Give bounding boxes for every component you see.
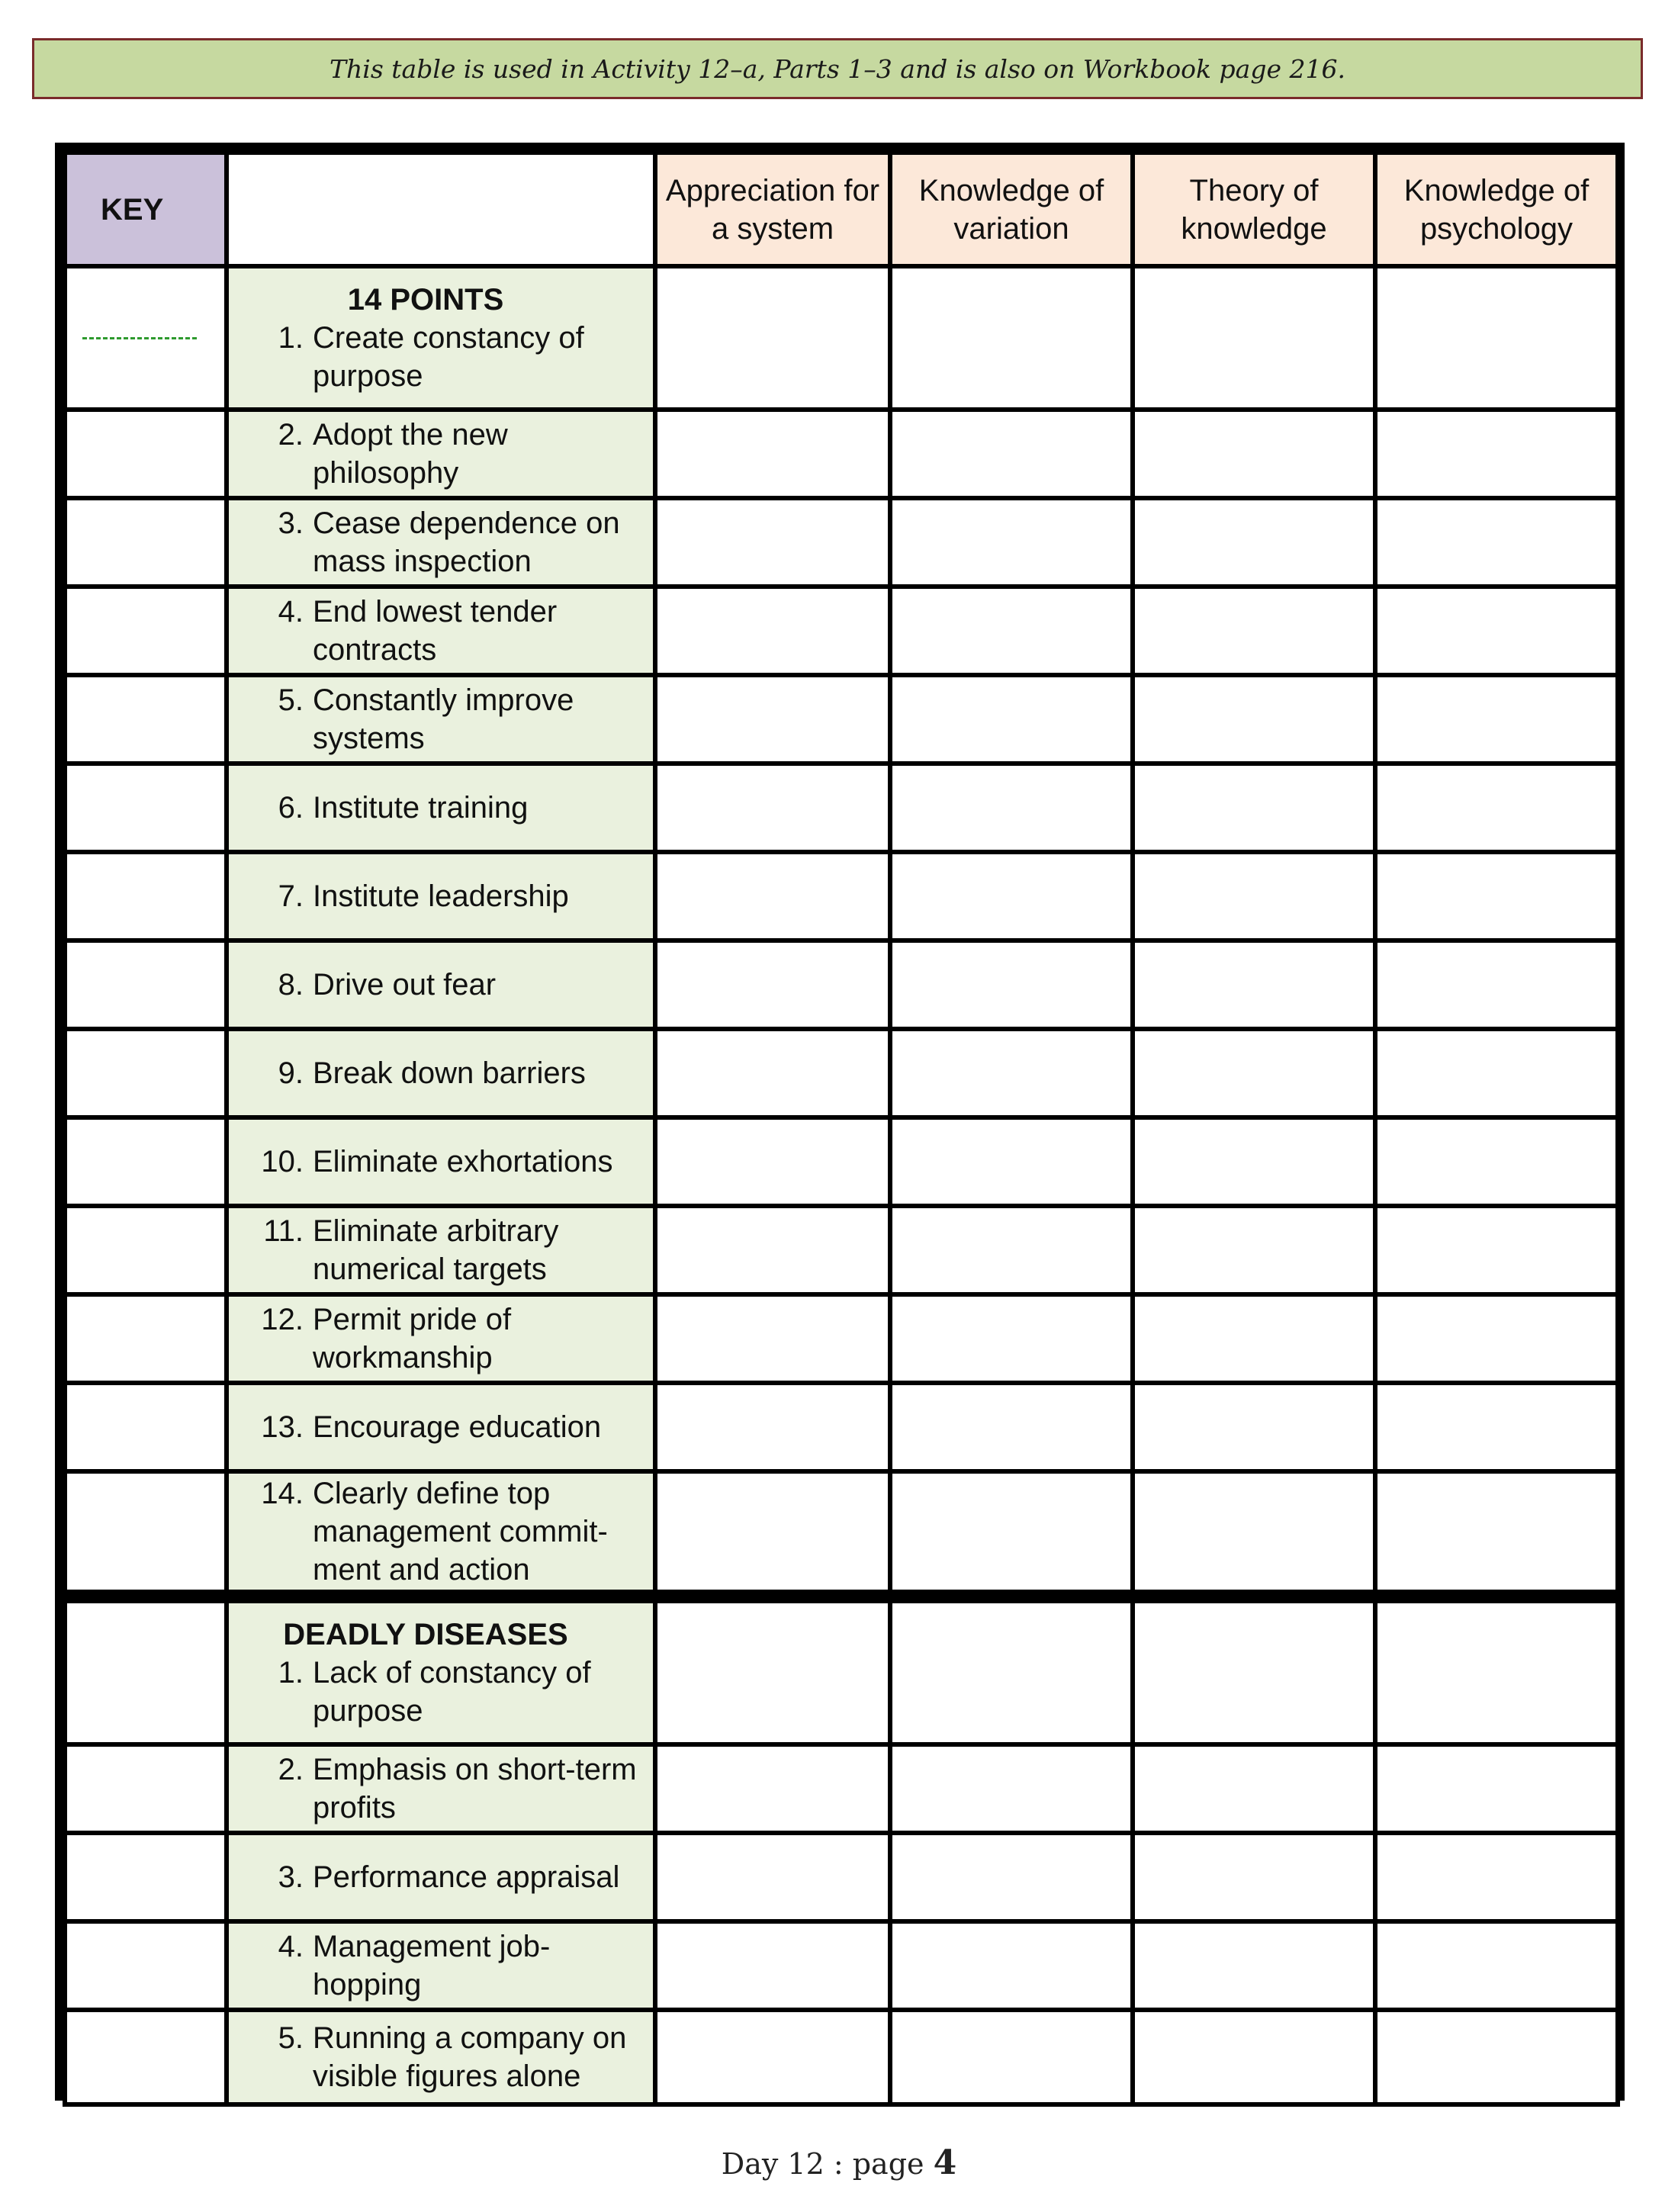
point-row — [67, 1120, 1615, 1204]
entry-cell-theory[interactable] — [1135, 2012, 1373, 2102]
entry-cell-psychology[interactable] — [1377, 1603, 1615, 1742]
disease-item-number: 5. — [278, 2021, 304, 2055]
entry-cell-variation[interactable] — [892, 1747, 1130, 1831]
footer-page-number: 4 — [933, 2143, 957, 2182]
point-item-content — [229, 966, 653, 1004]
point-item — [229, 268, 653, 407]
entry-cell-theory[interactable] — [1135, 854, 1373, 938]
entry-cell-variation[interactable] — [892, 589, 1130, 673]
disease-item-number: 1. — [278, 1656, 304, 1690]
point-item — [229, 943, 653, 1027]
point-row — [67, 766, 1615, 850]
entry-cell-system[interactable] — [657, 1208, 888, 1292]
disease-item — [229, 1835, 653, 1919]
point-item-number: 5. — [278, 683, 304, 717]
entry-cell-psychology[interactable] — [1377, 1924, 1615, 2008]
entry-cell-variation[interactable] — [892, 1297, 1130, 1381]
point-item-content — [229, 681, 653, 757]
key-cell[interactable] — [67, 500, 224, 584]
point-section-title: 14 POINTS — [347, 283, 504, 317]
point-item-text: Institute leadership — [313, 879, 569, 913]
point-item — [229, 412, 653, 496]
entry-cell-variation[interactable] — [892, 268, 1130, 407]
entry-cell-system[interactable] — [657, 1603, 888, 1742]
entry-cell-psychology[interactable] — [1377, 1297, 1615, 1381]
key-cell[interactable] — [67, 1474, 224, 1590]
entry-cell-variation[interactable] — [892, 854, 1130, 938]
entry-cell-system[interactable] — [657, 1474, 888, 1590]
point-item-number: 3. — [278, 506, 304, 540]
entry-cell-system[interactable] — [657, 268, 888, 407]
disease-row — [67, 1835, 1615, 1919]
entry-cell-system[interactable] — [657, 412, 888, 496]
disease-item-number: 4. — [278, 1930, 304, 1963]
disease-item-text: Lack of constancy of purpose — [313, 1656, 591, 1728]
entry-cell-variation[interactable] — [892, 2012, 1130, 2102]
point-item-content — [229, 1301, 653, 1377]
disease-row — [67, 1747, 1615, 1831]
disease-item — [229, 1747, 653, 1831]
point-item-text: Drive out fear — [313, 968, 497, 1002]
entry-cell-system[interactable] — [657, 1747, 888, 1831]
point-item-content — [229, 416, 653, 492]
point-row — [67, 1031, 1615, 1115]
entry-cell-theory[interactable] — [1135, 677, 1373, 761]
point-item — [229, 854, 653, 938]
point-item-text: Create constancy of purpose — [313, 321, 584, 393]
key-cell[interactable] — [67, 1297, 224, 1381]
entry-cell-variation[interactable] — [892, 943, 1130, 1027]
point-item-content — [229, 504, 653, 580]
entry-cell-theory[interactable] — [1135, 1835, 1373, 1919]
point-item — [229, 766, 653, 850]
entry-cell-theory[interactable] — [1135, 1474, 1373, 1590]
disease-item-content — [229, 1927, 653, 2004]
point-row — [67, 677, 1615, 761]
disease-item-content — [229, 1751, 653, 1827]
point-item-number: 7. — [278, 879, 304, 913]
entry-cell-variation[interactable] — [892, 1924, 1130, 2008]
disease-item-content — [229, 2019, 653, 2095]
entry-cell-theory[interactable] — [1135, 589, 1373, 673]
entry-cell-system[interactable] — [657, 854, 888, 938]
info-banner — [32, 38, 1643, 99]
point-row — [67, 1208, 1615, 1292]
banner-text: This table is used in Activity 12–a, Parts 1–3 and is also on Workbook page 216. — [329, 53, 1345, 84]
point-item — [229, 677, 653, 761]
entry-cell-system[interactable] — [657, 500, 888, 584]
key-cell[interactable] — [67, 412, 224, 496]
entry-cell-variation[interactable] — [892, 412, 1130, 496]
entry-cell-system[interactable] — [657, 1385, 888, 1469]
point-row — [67, 1474, 1615, 1590]
point-item-content — [229, 1474, 653, 1589]
disease-item-number: 2. — [278, 1753, 304, 1786]
point-item-content — [229, 877, 653, 915]
header-row — [67, 155, 1615, 264]
key-cell[interactable] — [67, 2012, 224, 2102]
entry-cell-system[interactable] — [657, 1297, 888, 1381]
entry-cell-variation[interactable] — [892, 1603, 1130, 1742]
point-row — [67, 854, 1615, 938]
point-item-text: Eliminate arbitrary numerical targets — [313, 1214, 559, 1286]
key-cell[interactable] — [67, 268, 224, 407]
entry-cell-psychology[interactable] — [1377, 1385, 1615, 1469]
separator-cell — [892, 1594, 1130, 1599]
point-item-content — [229, 1408, 653, 1446]
key-cell[interactable] — [67, 1208, 224, 1292]
disease-item — [229, 1924, 653, 2008]
disease-row — [67, 1603, 1615, 1742]
page-footer — [0, 2143, 1678, 2182]
entry-cell-variation[interactable] — [892, 677, 1130, 761]
col-header-theory: Theory of knowledge — [1135, 155, 1373, 264]
entry-cell-psychology[interactable] — [1377, 1120, 1615, 1204]
key-cell[interactable] — [67, 1031, 224, 1115]
point-item-text: Eliminate exhortations — [313, 1145, 613, 1178]
section-separator — [67, 1594, 1615, 1599]
entry-cell-theory[interactable] — [1135, 1747, 1373, 1831]
key-cell[interactable] — [67, 854, 224, 938]
point-item — [229, 589, 653, 673]
point-item-text: Cease dependence on mass inspection — [313, 506, 620, 578]
key-cell[interactable] — [67, 677, 224, 761]
entry-cell-theory[interactable] — [1135, 766, 1373, 850]
entry-cell-theory[interactable] — [1135, 500, 1373, 584]
key-cell[interactable] — [67, 1924, 224, 2008]
point-item-number: 4. — [278, 595, 304, 629]
disease-item-number: 3. — [278, 1860, 304, 1894]
disease-item-text: Management job-hopping — [313, 1930, 551, 2001]
key-cell[interactable] — [67, 1747, 224, 1831]
entry-cell-theory[interactable] — [1135, 1297, 1373, 1381]
entry-cell-theory[interactable] — [1135, 1924, 1373, 2008]
point-item-number: 11. — [263, 1214, 304, 1248]
point-item — [229, 1474, 653, 1590]
entry-cell-psychology[interactable] — [1377, 854, 1615, 938]
point-item-content — [229, 1212, 653, 1288]
point-item-text: End lowest tender contracts — [313, 595, 558, 667]
key-cell[interactable] — [67, 1603, 224, 1742]
entry-cell-psychology[interactable] — [1377, 2012, 1615, 2102]
disease-row — [67, 2012, 1615, 2102]
entry-cell-system[interactable] — [657, 766, 888, 850]
point-item-content — [229, 789, 653, 827]
entry-cell-psychology[interactable] — [1377, 589, 1615, 673]
disease-section-title: DEADLY DISEASES — [283, 1618, 568, 1651]
point-row — [67, 268, 1615, 407]
point-item-number: 10. — [261, 1145, 304, 1178]
entry-cell-psychology[interactable] — [1377, 1208, 1615, 1292]
point-row — [67, 943, 1615, 1027]
entry-cell-variation[interactable] — [892, 1120, 1130, 1204]
point-item-text: Permit pride of workmanship — [313, 1303, 512, 1374]
entry-cell-system[interactable] — [657, 589, 888, 673]
point-row — [67, 1297, 1615, 1381]
disease-item-content — [229, 1858, 653, 1896]
points-matrix-table — [63, 150, 1620, 2107]
point-item — [229, 500, 653, 584]
entry-cell-system[interactable] — [657, 2012, 888, 2102]
point-item-text: Adopt the new philosophy — [313, 418, 508, 490]
entry-cell-theory[interactable] — [1135, 1120, 1373, 1204]
entry-cell-variation[interactable] — [892, 766, 1130, 850]
entry-cell-variation[interactable] — [892, 1474, 1130, 1590]
point-item-content — [229, 593, 653, 669]
point-item-number: 14. — [261, 1477, 304, 1510]
point-item-number: 12. — [261, 1303, 304, 1336]
point-item — [229, 1208, 653, 1292]
separator-cell — [229, 1594, 653, 1599]
point-item — [229, 1385, 653, 1469]
entry-cell-variation[interactable] — [892, 1031, 1130, 1115]
entry-cell-variation[interactable] — [892, 1385, 1130, 1469]
entry-cell-system[interactable] — [657, 1835, 888, 1919]
disease-row — [67, 1924, 1615, 2008]
key-cell[interactable] — [67, 1835, 224, 1919]
point-item-number: 9. — [278, 1056, 304, 1090]
entry-cell-psychology[interactable] — [1377, 412, 1615, 496]
point-item-number: 2. — [278, 418, 304, 452]
point-item-text: Encourage education — [313, 1410, 602, 1444]
key-cell[interactable] — [67, 943, 224, 1027]
point-item-content — [229, 319, 653, 395]
disease-item-text: Running a company on visible figures alone — [313, 2021, 627, 2093]
point-item — [229, 1297, 653, 1381]
disease-item — [229, 1603, 653, 1742]
entry-cell-variation[interactable] — [892, 1208, 1130, 1292]
entry-cell-system[interactable] — [657, 677, 888, 761]
disease-item-content — [229, 1654, 653, 1730]
entry-cell-theory[interactable] — [1135, 1208, 1373, 1292]
point-item-number: 6. — [278, 791, 304, 825]
disease-item-text: Performance appraisal — [313, 1860, 620, 1894]
entry-cell-psychology[interactable] — [1377, 1474, 1615, 1590]
disease-item-text: Emphasis on short-term profits — [313, 1753, 637, 1825]
key-cell[interactable] — [67, 1385, 224, 1469]
col-header-variation: Knowledge of variation — [892, 155, 1130, 264]
entry-cell-psychology[interactable] — [1377, 766, 1615, 850]
entry-cell-theory[interactable] — [1135, 1031, 1373, 1115]
point-row — [67, 412, 1615, 496]
point-item-text: Constantly improve systems — [313, 683, 574, 755]
entry-cell-psychology[interactable] — [1377, 500, 1615, 584]
disease-item — [229, 2012, 653, 2102]
point-item — [229, 1120, 653, 1204]
col-header-system: Appreciation for a system — [657, 155, 888, 264]
point-item-text: Break down barriers — [313, 1056, 586, 1090]
entry-cell-psychology[interactable] — [1377, 677, 1615, 761]
entry-cell-variation[interactable] — [892, 500, 1130, 584]
entry-cell-system[interactable] — [657, 1924, 888, 2008]
blank-header — [229, 155, 653, 264]
point-item-text: Institute training — [313, 791, 529, 825]
separator-cell — [657, 1594, 888, 1599]
separator-cell — [1135, 1594, 1373, 1599]
point-item-number: 1. — [278, 321, 304, 355]
point-item-text: Clearly define top management commit-ment and action — [313, 1477, 608, 1587]
point-item — [229, 1031, 653, 1115]
point-item-number: 8. — [278, 968, 304, 1002]
entry-cell-psychology[interactable] — [1377, 1835, 1615, 1919]
col-header-psychology: Knowledge of psychology — [1377, 155, 1615, 264]
key-cell[interactable] — [67, 589, 224, 673]
point-item-content — [229, 1054, 653, 1092]
footer-day: Day 12 : page — [721, 2147, 924, 2181]
key-cell[interactable] — [67, 1120, 224, 1204]
key-cell[interactable] — [67, 766, 224, 850]
entry-cell-psychology[interactable] — [1377, 1747, 1615, 1831]
entry-cell-theory[interactable] — [1135, 943, 1373, 1027]
entry-cell-theory[interactable] — [1135, 412, 1373, 496]
key-header: KEY — [67, 155, 224, 264]
point-row — [67, 589, 1615, 673]
entry-cell-theory[interactable] — [1135, 1385, 1373, 1469]
matrix-frame — [55, 143, 1625, 2101]
entry-cell-variation[interactable] — [892, 1835, 1130, 1919]
entry-cell-psychology[interactable] — [1377, 943, 1615, 1027]
separator-cell — [1377, 1594, 1615, 1599]
key-dashed-line — [82, 337, 197, 339]
entry-cell-system[interactable] — [657, 943, 888, 1027]
point-row — [67, 500, 1615, 584]
entry-cell-psychology[interactable] — [1377, 1031, 1615, 1115]
entry-cell-theory[interactable] — [1135, 1603, 1373, 1742]
entry-cell-system[interactable] — [657, 1120, 888, 1204]
entry-cell-theory[interactable] — [1135, 268, 1373, 407]
entry-cell-psychology[interactable] — [1377, 268, 1615, 407]
separator-cell — [67, 1594, 224, 1599]
point-item-number: 13. — [261, 1410, 304, 1444]
point-row — [67, 1385, 1615, 1469]
point-item-content — [229, 1143, 653, 1181]
entry-cell-system[interactable] — [657, 1031, 888, 1115]
